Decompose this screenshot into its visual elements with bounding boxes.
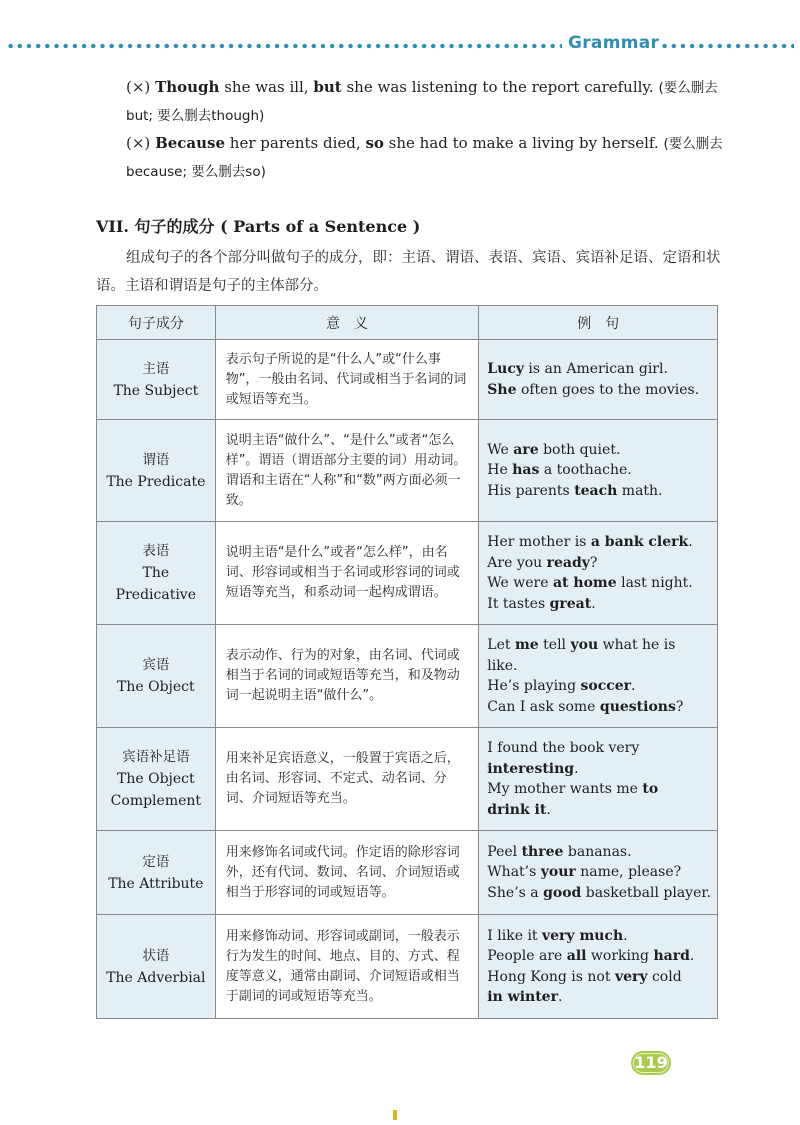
page-number-badge: 119 bbox=[631, 1051, 671, 1075]
meaning-cell: 用来修饰名词或代词。作定语的除形容词外，还有代词、数词、名词、介词短语或相当于形容词的词或短语等。 bbox=[215, 831, 479, 915]
example-line bbox=[487, 481, 711, 502]
part-name-en: The Object bbox=[117, 679, 195, 695]
note-mark: (×) bbox=[126, 134, 151, 152]
sentence-parts-table bbox=[96, 305, 718, 1019]
example-key-word: has bbox=[512, 462, 540, 479]
example-key-word: great bbox=[549, 595, 592, 612]
note-sentence bbox=[155, 78, 658, 96]
example-key-word: a bank clerk bbox=[590, 534, 689, 550]
example-key-word: all bbox=[566, 948, 587, 964]
part-name-en: The Object Complement bbox=[110, 771, 202, 809]
note-though-but bbox=[96, 74, 736, 130]
part-name-zh: 谓语 bbox=[142, 451, 170, 468]
example-key-word: very much bbox=[542, 927, 624, 944]
example-text: I like it bbox=[487, 927, 543, 944]
part-name-en: The Adverbial bbox=[106, 969, 206, 986]
header-dots-left bbox=[6, 43, 562, 49]
example-text: bananas. bbox=[563, 843, 632, 860]
example-text: Can I ask some bbox=[487, 698, 600, 715]
example-key-word: three bbox=[521, 843, 564, 860]
table-row bbox=[97, 522, 718, 625]
part-cell bbox=[97, 420, 216, 522]
table-row bbox=[97, 728, 718, 831]
table-row bbox=[97, 420, 718, 522]
example-text: . bbox=[688, 534, 693, 550]
part-cell bbox=[97, 831, 216, 915]
header-example: 例 句 bbox=[479, 306, 718, 340]
header-title: Grammar bbox=[568, 33, 660, 53]
example-line bbox=[487, 440, 711, 461]
example-text: . bbox=[591, 595, 596, 612]
example-line bbox=[487, 883, 711, 904]
example-line bbox=[487, 380, 711, 401]
example-line bbox=[487, 926, 711, 947]
example-key-word: your bbox=[540, 864, 576, 881]
note-word: but bbox=[313, 78, 342, 96]
example-line bbox=[487, 800, 711, 821]
table-header-row bbox=[97, 306, 718, 340]
note-word: she was ill, bbox=[219, 78, 314, 96]
note-word: so bbox=[365, 134, 384, 152]
example-line bbox=[487, 460, 711, 481]
example-text: ? bbox=[675, 698, 684, 715]
page-header bbox=[0, 30, 800, 60]
example-text: cold bbox=[647, 968, 682, 985]
example-text: People are bbox=[487, 948, 567, 964]
example-text: It tastes bbox=[487, 595, 550, 612]
example-text: Her mother is bbox=[487, 534, 591, 550]
part-cell bbox=[97, 625, 216, 728]
example-cell bbox=[479, 728, 718, 831]
example-text: often goes to the movies. bbox=[516, 381, 700, 398]
example-cell bbox=[479, 522, 718, 625]
part-cell bbox=[97, 915, 216, 1019]
table-row bbox=[97, 831, 718, 915]
example-text: What’s bbox=[487, 864, 541, 881]
table-body bbox=[97, 340, 718, 1019]
note-word: Though bbox=[155, 78, 220, 96]
note-tail: (要么删去because; 要么删去so) bbox=[126, 136, 723, 180]
example-text: . bbox=[623, 927, 628, 944]
example-text: We were bbox=[487, 575, 553, 591]
example-cell bbox=[479, 915, 718, 1019]
example-key-word: interesting bbox=[487, 760, 575, 777]
example-text: . bbox=[546, 801, 551, 818]
example-text: He bbox=[487, 462, 513, 479]
example-text: . bbox=[631, 678, 636, 694]
example-key-word: questions bbox=[599, 698, 676, 715]
example-key-word: ready bbox=[546, 554, 590, 571]
example-line bbox=[487, 987, 711, 1008]
part-name-zh: 宾语 bbox=[142, 657, 170, 673]
section-title: VII. 句子的成分 ( Parts of a Sentence ) bbox=[96, 217, 421, 236]
example-line bbox=[487, 359, 711, 380]
example-line bbox=[487, 697, 711, 718]
example-text: is an American girl. bbox=[523, 361, 668, 377]
example-text: name, please? bbox=[575, 864, 682, 881]
example-line bbox=[487, 676, 711, 697]
example-text: Peel bbox=[487, 843, 522, 860]
example-text: what he is bbox=[598, 637, 676, 653]
example-line bbox=[487, 779, 711, 800]
example-line bbox=[487, 656, 711, 677]
table-row bbox=[97, 915, 718, 1019]
example-cell bbox=[479, 340, 718, 420]
meaning-cell: 表示动作、行为的对象，由名词、代词或相当于名词的词或短语等充当，和及物动词一起说明主语“做什么”。 bbox=[215, 625, 479, 728]
header-meaning: 意 义 bbox=[215, 306, 479, 340]
example-key-word: are bbox=[513, 441, 539, 458]
example-text: ? bbox=[589, 554, 598, 571]
part-name-zh: 定语 bbox=[142, 853, 170, 870]
meaning-cell: 用来补足宾语意义，一般置于宾语之后，由名词、形容词、不定式、动名词、分词、介词短语等充当。 bbox=[215, 728, 479, 831]
part-name-zh: 状语 bbox=[142, 947, 170, 964]
example-line bbox=[487, 967, 711, 988]
part-name-en: The Predicate bbox=[106, 473, 206, 490]
note-word: Because bbox=[155, 134, 226, 152]
example-text: Are you bbox=[487, 554, 547, 571]
part-cell bbox=[97, 522, 216, 625]
part-name-en: The Attribute bbox=[108, 875, 204, 892]
table-row bbox=[97, 340, 718, 420]
meaning-cell: 用来修饰动词、形容词或副词，一般表示行为发生的时间、地点、目的、方式、程度等意义，通常由副词、介词短语或相当于副词的词或短语等充当。 bbox=[215, 915, 479, 1019]
example-line bbox=[487, 842, 711, 863]
example-text: math. bbox=[617, 482, 663, 499]
note-because-so bbox=[96, 130, 736, 186]
meaning-cell: 表示句子所说的是“什么人”或“什么事物”，一般由名词、代词或相当于名词的词或短语等充当。 bbox=[215, 340, 479, 420]
example-line bbox=[487, 553, 711, 574]
note-mark: (×) bbox=[126, 78, 151, 96]
example-text: I found the book very bbox=[487, 740, 640, 756]
example-line bbox=[487, 532, 711, 553]
example-key-word: teach bbox=[574, 482, 618, 499]
part-name-zh: 宾语补足语 bbox=[122, 749, 190, 765]
example-text: . bbox=[557, 989, 563, 1005]
example-key-word: you bbox=[570, 637, 599, 653]
example-cell bbox=[479, 831, 718, 915]
note-word: she had to make a living by herself. bbox=[383, 134, 659, 152]
example-key-word: hard bbox=[653, 948, 690, 964]
table-row bbox=[97, 625, 718, 728]
example-key-word: to bbox=[642, 781, 659, 797]
example-text: . bbox=[689, 948, 695, 964]
note-sentence bbox=[155, 134, 663, 152]
example-key-word: me bbox=[514, 637, 539, 653]
part-name-en: The Predicative bbox=[115, 565, 196, 603]
header-part: 句子成分 bbox=[97, 306, 216, 340]
example-text: My mother wants me bbox=[487, 781, 643, 797]
example-line bbox=[487, 635, 711, 656]
example-text: She’s a bbox=[487, 884, 544, 901]
example-line bbox=[487, 738, 711, 759]
example-text: He’s playing bbox=[487, 678, 581, 694]
example-text: . bbox=[574, 760, 579, 777]
bottom-mark bbox=[393, 1110, 397, 1120]
example-cell bbox=[479, 625, 718, 728]
example-line bbox=[487, 862, 711, 883]
example-text: Let bbox=[487, 637, 515, 653]
meaning-cell: 说明主语“是什么”或者“怎么样”，由名词、形容词或相当于名词或形容词的词或短语等充当，和系动词一起构成谓语。 bbox=[215, 522, 479, 625]
part-name-zh: 表语 bbox=[142, 543, 170, 559]
example-key-word: at home bbox=[552, 575, 617, 591]
example-key-word: drink it bbox=[487, 801, 547, 818]
example-text: like. bbox=[487, 657, 518, 674]
note-word: her parents died, bbox=[225, 134, 366, 152]
note-tail: (要么删去but; 要么删去though) bbox=[126, 80, 718, 124]
example-text: We bbox=[487, 441, 514, 458]
example-key-word: very bbox=[614, 968, 648, 985]
example-line bbox=[487, 946, 711, 967]
section-intro: 组成句子的各个部分叫做句子的成分，即：主语、谓语、表语、宾语、宾语补足语、定语和状语。主语和谓语是句子的主体部分。 bbox=[96, 250, 721, 294]
example-line bbox=[487, 573, 711, 594]
example-text: Hong Kong is not bbox=[487, 968, 615, 985]
example-text: last night. bbox=[616, 575, 693, 591]
part-name-en: The Subject bbox=[113, 382, 199, 399]
example-key-word: in winter bbox=[487, 989, 558, 1005]
example-line bbox=[487, 594, 711, 615]
meaning-cell: 说明主语“做什么”、“是什么”或者“怎么样”。谓语（谓语部分主要的词）用动词。谓语和主语在“人称”和“数”两方面必须一致。 bbox=[215, 420, 479, 522]
example-key-word: good bbox=[543, 884, 582, 901]
example-text: a toothache. bbox=[539, 462, 632, 479]
example-cell bbox=[479, 420, 718, 522]
header-dots-right bbox=[660, 43, 794, 49]
part-cell bbox=[97, 340, 216, 420]
example-key-word: She bbox=[487, 381, 517, 398]
example-text: basketball player. bbox=[581, 884, 711, 901]
example-key-word: Lucy bbox=[487, 361, 524, 377]
part-name-zh: 主语 bbox=[142, 360, 170, 377]
example-key-word: soccer bbox=[580, 678, 632, 694]
example-text: both quiet. bbox=[538, 441, 621, 458]
example-text: tell bbox=[538, 637, 571, 653]
part-cell bbox=[97, 728, 216, 831]
example-text: His parents bbox=[487, 482, 575, 499]
example-line bbox=[487, 759, 711, 780]
note-word: she was listening to the report carefully. bbox=[341, 78, 654, 96]
example-text: working bbox=[586, 948, 654, 964]
